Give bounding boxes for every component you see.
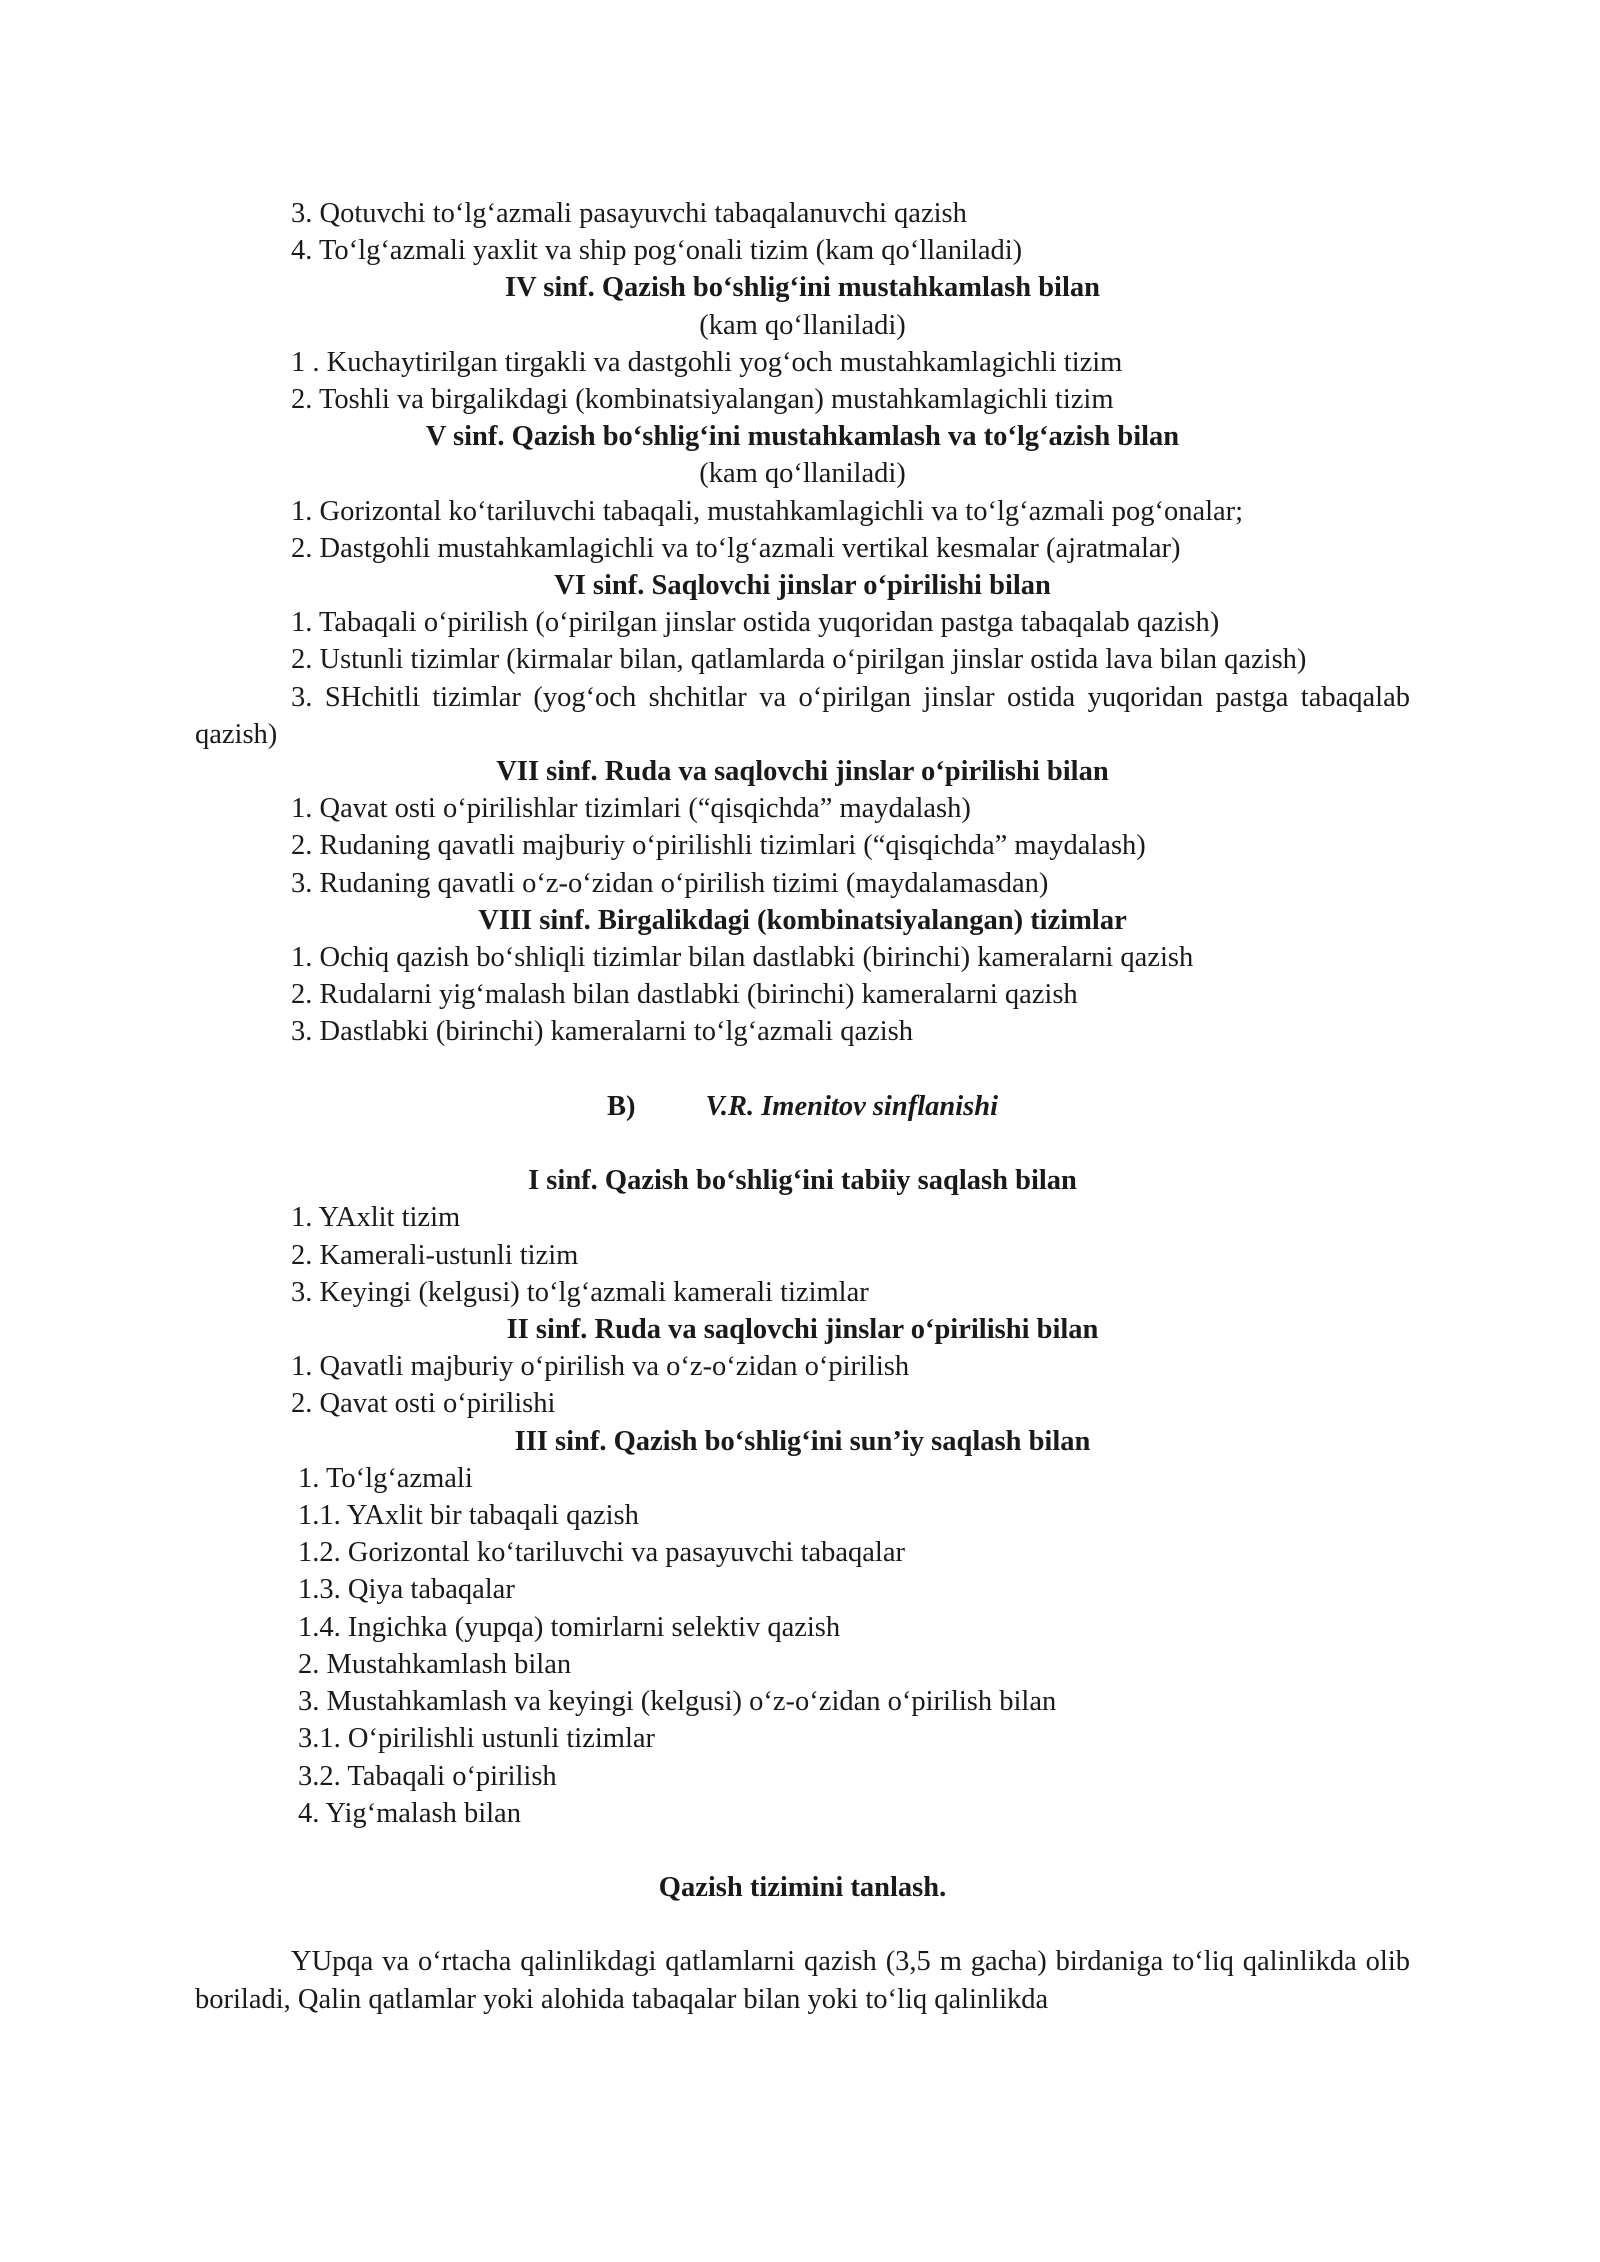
list-item: 1. Qavat osti o‘pirilishlar tizimlari (“qisqichda” maydalash)	[291, 793, 971, 825]
spacer	[195, 1906, 1410, 1943]
selection-heading: Qazish tizimini tanlash.	[658, 1872, 947, 1904]
page-content	[195, 195, 1410, 2018]
list-item: 1. Tabaqali o‘pirilish (o‘pirilgan jinslar ostida yuqoridan pastga tabaqalab qazish)	[291, 607, 1220, 639]
class-heading-vi: VI sinf. Saqlovchi jinslar o‘pirilishi bilan	[554, 570, 1051, 602]
list-item: 1.1. YAxlit bir tabaqali qazish	[298, 1500, 639, 1532]
list-item: 3.1. O‘pirilishli ustunli tizimlar	[298, 1723, 656, 1755]
spacer	[195, 1832, 1410, 1869]
list-item: 2. Rudaning qavatli majburiy o‘pirilishli tizimlari (“qisqichda” maydalash)	[291, 830, 1146, 862]
class-heading-viii: VIII sinf. Birgalikdagi (kombinatsiyalangan) tizimlar	[478, 904, 1127, 936]
list-item: 4. To‘lg‘azmali yaxlit va ship pog‘onali tizim (kam qo‘llaniladi)	[291, 235, 1023, 267]
list-item-wrapped: 3. SHchitli tizimlar (yog‘och shchitlar va o‘pirilgan jinslar ostida yuqoridan pastga tabaqalab qazish)	[195, 681, 1410, 750]
list-item: 2. Mustahkamlash bilan	[298, 1648, 572, 1680]
list-item: 2. Rudalarni yig‘malash bilan dastlabki (birinchi) kameralarni qazish	[291, 979, 1078, 1011]
list-item: 1.3. Qiya tabaqalar	[298, 1574, 515, 1606]
list-item: 1.2. Gorizontal ko‘tariluvchi va pasayuvchi tabaqalar	[298, 1537, 905, 1569]
list-item: 1. Ochiq qazish bo‘shliqli tizimlar bilan dastlabki (birinchi) kameralarni qazish	[291, 942, 1194, 974]
b-class-heading-ii: II sinf. Ruda va saqlovchi jinslar o‘pirilishi bilan	[506, 1314, 1099, 1346]
list-item: 3. Keyingi (kelgusi) to‘lg‘azmali kamerali tizimlar	[291, 1276, 869, 1308]
list-item: 3. Rudaning qavatli o‘z-o‘zidan o‘pirilish tizimi (maydalamasdan)	[291, 867, 1049, 899]
list-item: 1 . Kuchaytirilgan tirgakli va dastgohli yog‘och mustahkamlagichli tizim	[291, 346, 1123, 378]
class-heading-vii: VII sinf. Ruda va saqlovchi jinslar o‘pirilishi bilan	[496, 756, 1109, 788]
usage-note: (kam qo‘llaniladi)	[699, 309, 906, 341]
list-item: 3. Mustahkamlash va keyingi (kelgusi) o‘z-o‘zidan o‘pirilish bilan	[298, 1686, 1057, 1718]
class-heading-iv: IV sinf. Qazish bo‘shlig‘ini mustahkamlash bilan	[505, 272, 1100, 304]
section-b-label: B)	[607, 1090, 636, 1122]
list-item: 2. Toshli va birgalikdagi (kombinatsiyalangan) mustahkamlagichli tizim	[291, 384, 1114, 416]
list-item: 2. Qavat osti o‘pirilishi	[291, 1388, 556, 1420]
list-item: 3.2. Tabaqali o‘pirilish	[298, 1760, 557, 1792]
list-item: 1. To‘lg‘azmali	[298, 1462, 473, 1494]
class-heading-v: V sinf. Qazish bo‘shlig‘ini mustahkamlash va to‘lg‘azish bilan	[425, 421, 1180, 453]
list-item: 3. Dastlabki (birinchi) kameralarni to‘lg‘azmali qazish	[291, 1016, 914, 1048]
list-item: 1. Gorizontal ko‘tariluvchi tabaqali, mustahkamlagichli va to‘lg‘azmali pog‘onalar;	[291, 495, 1244, 527]
b-class-heading-i: I sinf. Qazish bo‘shlig‘ini tabiiy saqlash bilan	[528, 1165, 1077, 1197]
usage-note: (kam qo‘llaniladi)	[699, 458, 906, 490]
list-item: 1.4. Ingichka (yupqa) tomirlarni selektiv qazish	[298, 1611, 841, 1643]
list-item: 2. Ustunli tizimlar (kirmalar bilan, qatlamlarda o‘pirilgan jinslar ostida lava bilan qazish)	[291, 644, 1307, 676]
list-item: 1. Qavatli majburiy o‘pirilish va o‘z-o‘zidan o‘pirilish	[291, 1351, 910, 1383]
list-item: 2. Kamerali-ustunli tizim	[291, 1239, 579, 1271]
spacer	[195, 1051, 1410, 1088]
section-b-heading	[195, 1088, 1410, 1125]
list-item: 2. Dastgohli mustahkamlagichli va to‘lg‘azmali vertikal kesmalar (ajratmalar)	[291, 532, 1181, 564]
b-class-heading-iii: III sinf. Qazish bo‘shlig‘ini sun’iy saqlash bilan	[514, 1425, 1091, 1457]
list-item: 4. Yig‘malash bilan	[298, 1797, 521, 1829]
spacer	[195, 1125, 1410, 1162]
list-item: 3. Qotuvchi to‘lg‘azmali pasayuvchi tabaqalanuvchi qazish	[291, 198, 967, 229]
body-paragraph: YUpqa va o‘rtacha qalinlikdagi qatlamlarni qazish (3,5 m gacha) birdaniga to‘liq qalinlikda olib boriladi, Qalin qatlamlar yoki alohida tabaqalar bilan yoki to‘liq qalinlikda	[195, 1946, 1410, 2015]
section-b-title: V.R. Imenitov sinflanishi	[705, 1090, 998, 1122]
list-item: 1. YAxlit tizim	[291, 1202, 461, 1234]
